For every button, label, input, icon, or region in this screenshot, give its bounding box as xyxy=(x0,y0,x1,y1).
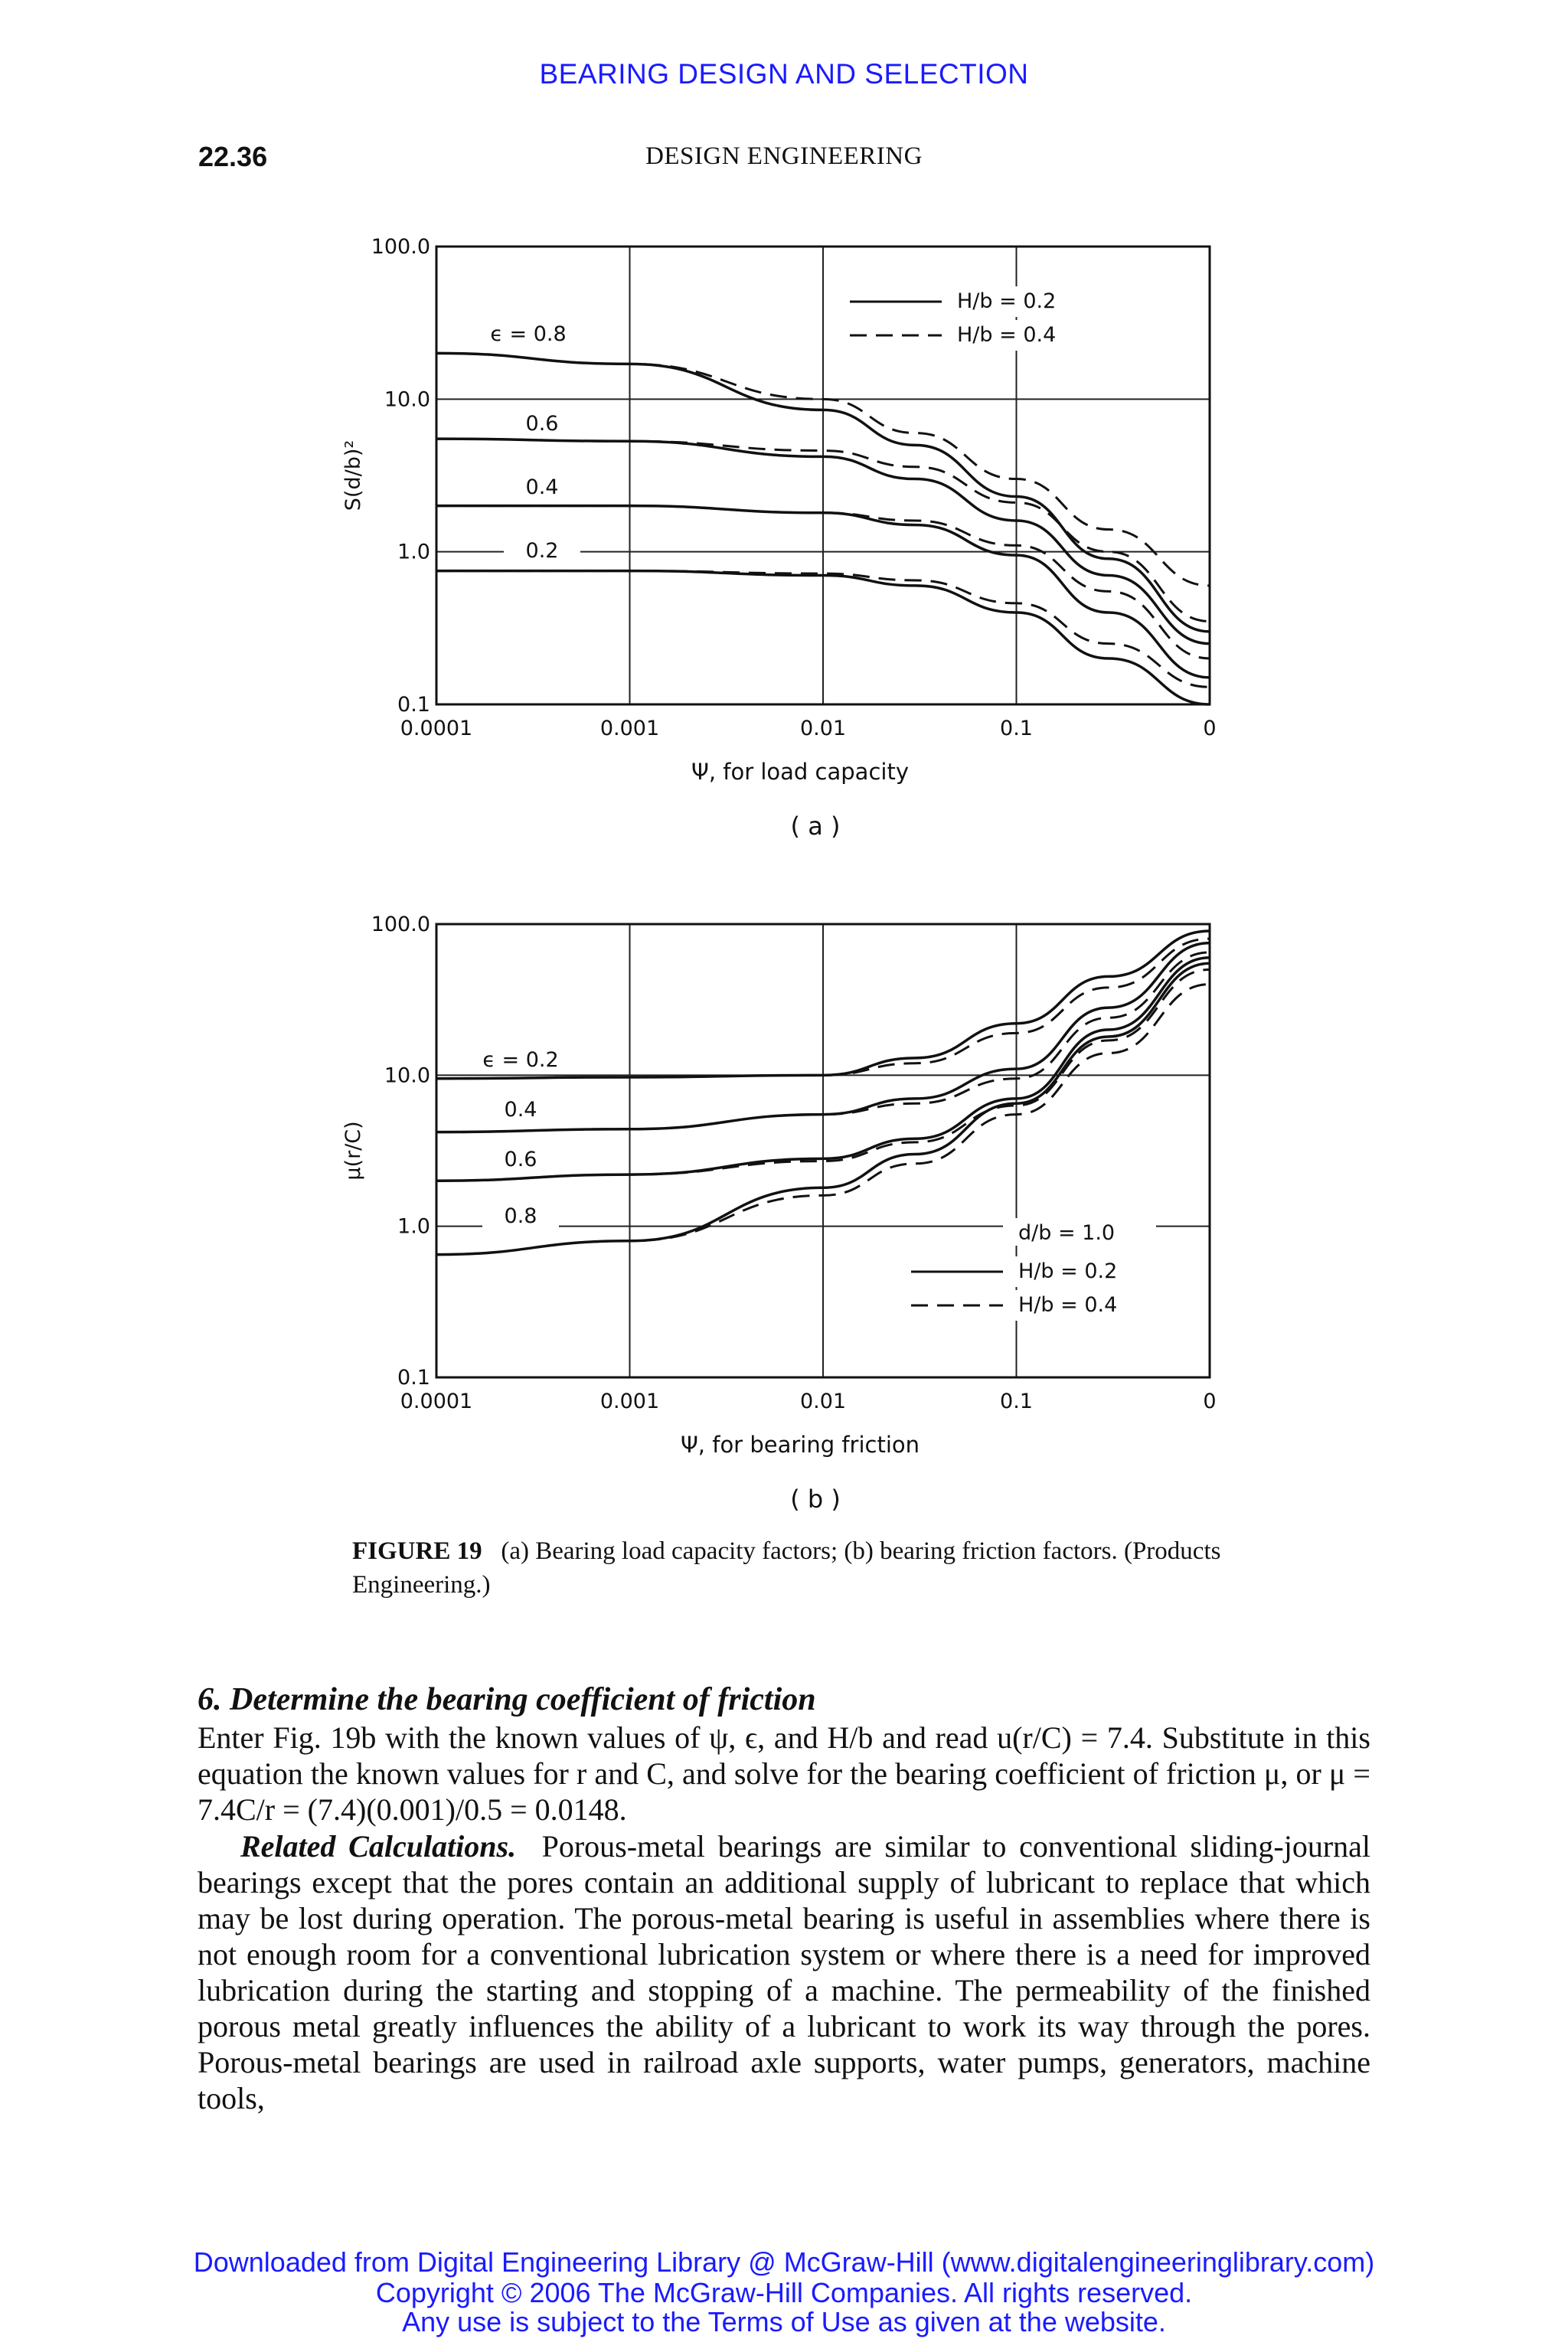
figure-caption xyxy=(352,1534,1248,1602)
related-heading: Related Calculations. xyxy=(240,1829,517,1864)
caption-label: FIGURE 19 xyxy=(352,1537,482,1565)
y-tick-label: 0.1 xyxy=(397,693,430,717)
legend-label: H/b = 0.2 xyxy=(957,289,1057,313)
y-tick-label: 1.0 xyxy=(397,1214,430,1239)
x-axis-label: Ψ, for load capacity xyxy=(691,759,909,785)
panel-label: ( b ) xyxy=(790,1485,841,1514)
legend-label: H/b = 0.4 xyxy=(1018,1293,1118,1317)
y-tick-label: 0.1 xyxy=(397,1366,430,1390)
y-tick-label: 100.0 xyxy=(371,235,430,259)
curve-label: 0.8 xyxy=(504,1204,537,1228)
y-tick-label: 100.0 xyxy=(371,913,430,936)
x-tick-label: 0 xyxy=(1203,717,1217,740)
legend-title: d/b = 1.0 xyxy=(1018,1221,1116,1245)
x-tick-label: 0.01 xyxy=(799,1390,847,1413)
step-paragraph: Enter Fig. 19b with the known values of ψ, ϵ, and H/b and read u(r/C) = 7.4. Substitute in this equation the known values for r and C, and solve for the bearing coefficient of friction μ, or μ = 7.4C/r = (7.4)(0.001)/0.5 = 0.0148. xyxy=(198,1720,1370,1827)
x-tick-label: 0.001 xyxy=(599,1390,660,1413)
y-tick-label: 10.0 xyxy=(384,1063,430,1088)
related-calculations xyxy=(198,1828,1370,2116)
panel-label: ( a ) xyxy=(790,812,841,841)
footer-download-line: Downloaded from Digital Engineering Library @ McGraw-Hill (www.digitalengineeringlibrary.com) xyxy=(193,2246,1375,2278)
chapter-title: BEARING DESIGN AND SELECTION xyxy=(539,58,1029,90)
y-tick-label: 1.0 xyxy=(397,540,430,564)
x-tick-label: 0.0001 xyxy=(400,1390,473,1413)
y-axis-label: μ(r/C) xyxy=(341,1121,365,1181)
step-heading: 6. Determine the bearing coefficient of friction xyxy=(198,1682,816,1717)
curve-label: ϵ = 0.8 xyxy=(490,322,567,346)
x-tick-label: 0.0001 xyxy=(400,717,473,740)
chart-bearing-friction xyxy=(337,907,1240,1527)
x-tick-label: 0.1 xyxy=(1000,717,1033,740)
curve-label: ϵ = 0.2 xyxy=(482,1048,559,1072)
curve-label: 0.6 xyxy=(525,412,559,436)
chart-load-capacity xyxy=(337,230,1240,858)
footer-terms-line: Any use is subject to the Terms of Use as given at the website. xyxy=(402,2306,1166,2337)
legend-label: H/b = 0.2 xyxy=(1018,1259,1118,1283)
curve-label: 0.4 xyxy=(525,475,559,499)
curve-label: 0.4 xyxy=(504,1098,537,1122)
x-tick-label: 0.01 xyxy=(799,717,847,740)
curve-label: 0.2 xyxy=(525,539,559,563)
legend-label: H/b = 0.4 xyxy=(957,323,1057,347)
x-tick-label: 0.001 xyxy=(599,717,660,740)
x-axis-label: Ψ, for bearing friction xyxy=(680,1432,920,1458)
curve-label: 0.6 xyxy=(504,1148,537,1171)
footer-copyright-line: Copyright © 2006 The McGraw-Hill Companies. All rights reserved. xyxy=(375,2277,1193,2308)
y-axis-label: S(d/b)² xyxy=(341,439,365,511)
caption-text: (a) Bearing load capacity factors; (b) bearing friction factors. (Products Engineering.) xyxy=(352,1537,1221,1599)
related-paragraph: Porous-metal bearings are similar to conventional sliding-journal bearings except that the pores contain an additional supply of lubricant to replace that which may be lost during operation. The porous-metal bearing is useful in assemblies where there is not enough room for a conventional lubrication system or where there is a need for improved lubrication during the starting and stopping of a machine. The permeability of the finished porous metal greatly influences the ability of a lubricant to work its way through the pores. Porous-metal bearings are used in railroad axle supports, water pumps, generators, machine tools, xyxy=(198,1829,1371,2115)
running-head: DESIGN ENGINEERING xyxy=(645,142,923,170)
x-tick-label: 0 xyxy=(1203,1390,1217,1413)
page-number: 22.36 xyxy=(198,141,268,172)
x-tick-label: 0.1 xyxy=(1000,1390,1033,1413)
y-tick-label: 10.0 xyxy=(384,387,430,412)
